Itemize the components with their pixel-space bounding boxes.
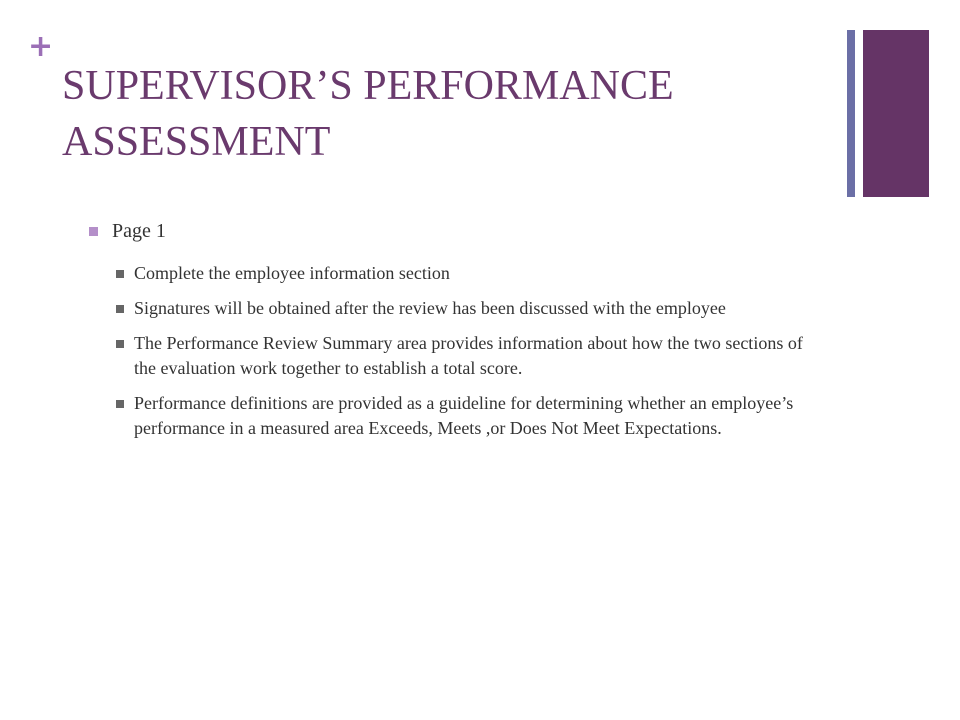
sub-bullet-text: Performance definitions are provided as a guideline for determining whether an employee’s performance in a measured area Exceeds, Meets ,or Does Not Meet Expectations. <box>134 393 794 438</box>
square-bullet-icon <box>89 227 98 236</box>
sub-bullet-text: Complete the employee information section <box>134 263 450 283</box>
plus-icon: + <box>28 29 54 64</box>
square-bullet-icon <box>116 400 124 408</box>
decorative-bar-thick <box>863 30 929 197</box>
sub-bullet-text: Signatures will be obtained after the review has been discussed with the employee <box>134 298 726 318</box>
sub-bullet <box>116 391 849 441</box>
square-bullet-icon <box>116 340 124 348</box>
square-bullet-icon <box>116 270 124 278</box>
bullet-level1 <box>89 217 849 245</box>
sub-bullet <box>116 296 849 321</box>
square-bullet-icon <box>116 305 124 313</box>
sub-bullet <box>116 331 849 381</box>
decorative-bar-thin <box>847 30 855 197</box>
sub-bullet-list <box>116 261 849 441</box>
slide-content <box>89 217 849 457</box>
slide-title: SUPERVISOR’S PERFORMANCE ASSESSMENT <box>62 63 674 165</box>
sub-bullet-text: The Performance Review Summary area provides information about how the two sections of the evaluation work together to establish a total score. <box>134 333 803 378</box>
bullet-level1-text: Page 1 <box>112 220 166 242</box>
sub-bullet <box>116 261 849 286</box>
